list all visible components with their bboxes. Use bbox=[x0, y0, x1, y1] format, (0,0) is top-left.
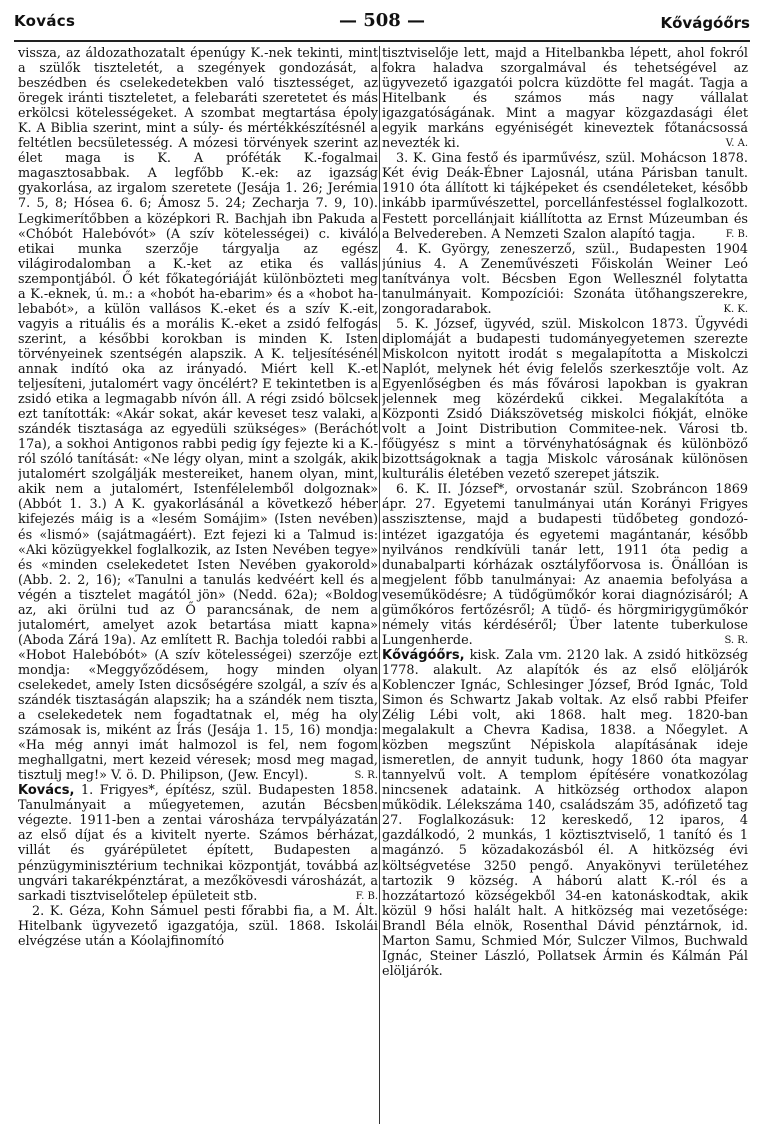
paragraph-text: 6. K. II. József*, orvostanár szül. Szobráncon 1869 ápr. 27. Egyetemi tanulmányai után Korányi Frigyes asszisztense, majd a budapesti tüdőbeteg gondozó-intézet igazgatója és egyetemi magántanár, később nyilvános rendkívüli tanár lett, 1911 óta pedig a dunabalparti kórházak osztályfőorvosa is. Önállóan is megjelent főbb tanulmányai: Az anaemia befolyása a veseműködésre; A tüdőgümőkór korai diagnózisáról; A gümőkóros fertőzésről; A tüdő- és hörgmirigygümőkór némely vitás kérdéséről; Über latente tuberkulose Lungenherde. bbox=[382, 482, 748, 648]
article-paragraph bbox=[18, 904, 378, 949]
paragraph-text: 2. K. Géza, Kohn Sámuel pesti főrabbi fia, a M. Ált. Hitelbank ügyvezető igazgatója, szül. 1868. Iskolái elvégzése után a Kóolajfinomító bbox=[18, 903, 378, 949]
entry-headword: Kovács, bbox=[18, 783, 75, 799]
author-signature: V. A. bbox=[725, 138, 748, 150]
page-number: — 508 — bbox=[338, 10, 426, 31]
header-right-keyword: Kővágóőrs bbox=[660, 14, 750, 32]
article-paragraph bbox=[382, 242, 748, 317]
header-left-keyword: Kovács bbox=[14, 12, 76, 30]
paragraph-text: 5. K. József, ügyvéd, szül. Miskolcon 1873. Ügyvédi diplomáját a budapesti tudományegyetemen szerezte Miskolcon nyitott irodát s megalapította a Miskolczi Naplót, melynek hét évig felelős szerkesztője volt. Az Egyenlőségben és más fővárosi lapokban is gyakran jelennek meg közérdekű cikkei. Megalakítóta a Központi Zsidó Diákszövetség miskolci fiókját, elnöke volt a Joint Distribution Commitee-nek. Városi tb. főügyész s mint a törvényhatóságnak és különböző bizottságoknak a tagja Miskolc városának különösen kulturális életében vezető szerepet játszik. bbox=[382, 316, 748, 483]
article-entry bbox=[18, 783, 378, 903]
entry-headword: Kővágóőrs, bbox=[382, 647, 465, 663]
column-divider bbox=[379, 46, 380, 1124]
article-entry bbox=[382, 648, 748, 979]
author-signature: F. B. bbox=[725, 228, 748, 240]
left-column bbox=[18, 46, 378, 1126]
article-paragraph bbox=[382, 151, 748, 241]
article-paragraph bbox=[382, 317, 748, 483]
article-paragraph bbox=[18, 46, 378, 783]
paragraph-text: 3. K. Gina festő és iparművész, szül. Mohácson 1878. Két évig Deák-Ébner Lajosnál, utána Párisban tanult. 1910 óta állított ki tájképeket és csendéleteket, később inkább iparművészettel, porcellánfestéssel foglalkozott. Festett porcellánjait kiállította az Ernst Múzeumban és a Belvedereben. A Nemzeti Szalon alapító tagja. bbox=[382, 151, 748, 242]
article-paragraph bbox=[382, 482, 748, 648]
article-paragraph bbox=[382, 46, 748, 151]
paragraph-text: vissza, az áldozathozatalt épenúgy K.-nek tekinti, mint a szülők tiszteletét, a szegények gondozását, a beszédben és cselekedetekben való tisztességet, az öregek iránti tiszteletet, a felebaráti szeretetet és más erkölcsi kötelességeket. A szombat megtartása époly K. A Biblia szerint, mint a súly- és mértékkészítésnél a feltétlen becsületesség. A mózesi törvények szerint az élet maga is K. A próféták K.-fogalmai magasztosabbak. A legfőbb K.-ek: az igazság gyakorlása, az irgalom szeretete (Jesája 1. 26; Jerémia 7. 5, 8; Hósea 6. 6; Ámosz 5. 24; Zecharja 7. 9, 10). Legkimerítőbben a középkori R. Bachjah ibn Pakuda a «Chóbót Halebóvót» (A szív kötelességei) c. kiváló etikai munka szerzője tárgyalja az egész világirodalomban a K.-ket az etika és vallás szempontjából. Ő két főkategóriáját különbözteti meg a K.-eknek, ú. m.: a «hobót ha-ebarim» és a «hobot ha-lebabót», a külön vallásos K.-eket és a szív K.-eit, vagyis a rituális és a morális K.-eket a zsidó felfogás szerint, a későbbi korokban is minden K. Isten törvényeinek szentségén alapszik. A K. teljesítésénél annak indító oka az irányadó. Miért kell K.-et teljesíteni, jutalomért vagy öncélért? E tekintetben is a zsidó etika a legmagabb nívón áll. A régi zsidó bölcsek ezt tanították: «Akár sokat, akár keveset tesz valaki, a szándék tisztasága az egyedüli szükséges» (Beráchót 17a), a sokhoi Antigonos rabbi pedig így fejezte ki a K.-ról szóló tanítását: «Ne légy olyan, mint a szolgák, akik jutalomért szolgálják mestereiket, hanem olyan, mint, akik nem a jutalomért, Istenfélelemből dolgoznak» (Abbót 1. 3.) A K. gyakorlásánál a következő héber kifejezés máig is a «lesém Somájim» (Isten nevében) és «lismó» (sajátmagáért). Ezt fejezi ki a Talmud is: «Aki közügyekkel foglalkozik, az Isten Nevében tegye» és «minden cselekedetet Isten Nevében gyakorold» (Abb. 2. 2, 16); «Tanulni a tanulás kedvéért kell és a végén a tisztelet magától jön» (Nedd. 62a); «Boldog az, aki örülni tud az Ő parancsának, de nem a jutalomért, amelyet azok betartása miatt kapna» (Aboda Zárá 19a). Az említett R. Bachja toledói rabbi a «Hobot Halebóbót» (A szív kötelességei) szerzője ezt mondja: «Meggyőződésem, hogy minden olyan cselekedet, amely Isten dicsőségére szolgál, a szív és a szándék tisztaságán alapszik; ha a szándék nem tiszta, a cselekedetek nem fogadtatnak el, még ha oly számosak is, miként az Írás (Jesája 1. 15, 16) mondja: «Ha még annyi imát halmozol is fel, nem fogom meghallgatni, mert kezeid véresek; mosd meg magad, tisztulj meg!» V. ö. D. Philipson, (Jew. Encyl). bbox=[18, 46, 378, 784]
right-column bbox=[382, 46, 748, 1126]
author-signature: F. B. bbox=[355, 890, 378, 902]
entry-text: kisk. Zala vm. 2120 lak. A zsidó hitközség 1778. alakult. Az alapítók és az első elöljárók Koblenczer Ignác, Schlesinger József, Bród Ignác, Told Simon és Schwartz Jakab voltak. Az első rabbi Pfeifer Zélig Lébi volt, aki 1868. halt meg. 1820-ban megalakult a Chevra Kadisa, 1838. a Nőegylet. A közben megszűnt Népiskola alapításának ideje ismeretlen, de annyit tudunk, hogy 1860 óta magyar tannyelvű volt. A templom építésére vonatkozólag nincsenek adataink. A hitközség orthodox alapon működik. Lélekszáma 140, családszám 35, adófizető tag 27. Foglalkozásuk: 12 kereskedő, 12 iparos, 4 gazdálkodó, 2 munkás, 1 köztisztviselő, 1 tanító és 1 magánzó. 5 közadakozásból él. A hitközség évi költségvetése 3250 pengő. Anyakönyvi területéhez tartozik 9 község. A háború alatt K.-ról és a hozzátartozó községekből 34-en katonáskodtak, akik közül 9 hősi halált halt. A hitközség mai vezetősége: Brandl Béla elnök, Rosenthal Dávid pénztárnok, id. Marton Samu, Schmied Mór, Sulczer Vilmos, Buchwald Ignác, Steiner László, Pollatsek Ármin és Kálmán Pál elöljárók. bbox=[382, 647, 748, 979]
paragraph-text: tisztviselője lett, majd a Hitelbankba lépett, ahol fokról fokra haladva szorgalmával és tehetségével az ügyvezető igazgatói polcra küzdötte fel magát. Tagja a Hitelbank és számos más nagy vállalat igazgatóságának. Mint a magyar közgazdasági élet egyik markáns egyéniségét kineveztek főtanácsossá nevezték ki. bbox=[382, 46, 748, 152]
entry-text: 1. Frigyes*, építész, szül. Budapesten 1858. Tanulmányait a műegyetemen, azután Bécsben végezte. 1911-ben a zentai városháza tervpályázatán az első díjat és a kivitelt nyerte. Számos bérházat, villát és gyárépületet épített, Budapesten a pénzügyminisztérium technikai központját, továbbá az ungvári takarékpénztárat, a mezőkövesdi városházát, a sarkadi tisztviselőtelep épületeit stb. bbox=[18, 783, 378, 904]
author-signature: S. R. bbox=[354, 770, 378, 782]
page-header bbox=[14, 8, 750, 34]
paragraph-text: 4. K. György, zeneszerző, szül., Budapesten 1904 június 4. A Zeneművészeti Főiskolán Weiner Leó tanítványa volt. Bécsben Egon Wellesznél folytatta tanulmányait. Kompozíciói: Szonáta ütőhangszerekre, zongoradarabok. bbox=[382, 241, 748, 317]
header-rule bbox=[14, 40, 750, 42]
author-signature: S. R. bbox=[724, 634, 748, 646]
author-signature: K. K. bbox=[723, 303, 748, 315]
